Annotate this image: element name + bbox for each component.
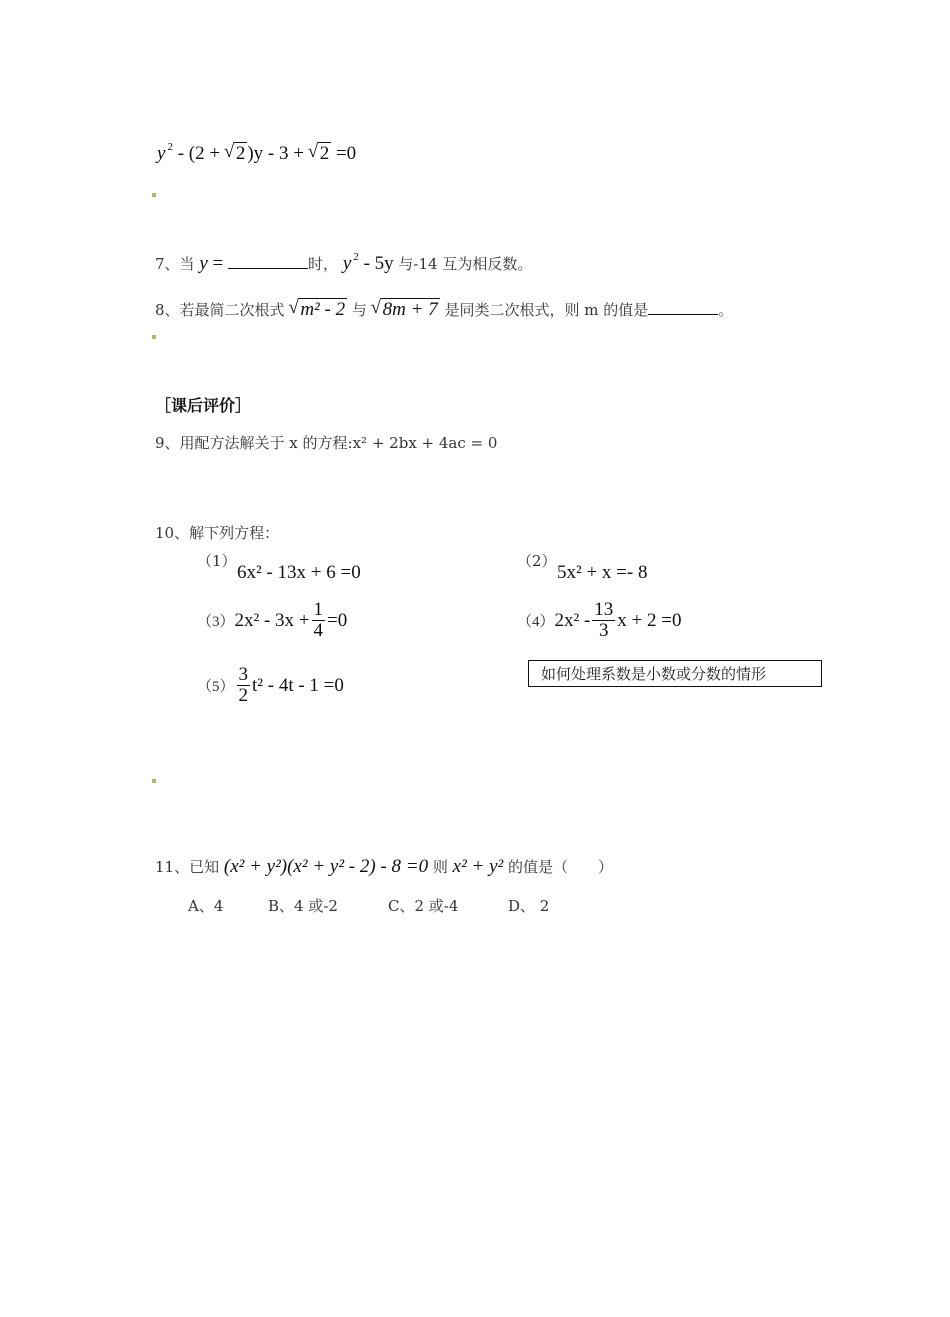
fraction <box>312 600 326 641</box>
numerator: 13 <box>594 599 614 620</box>
q10-label-2: （2） <box>517 552 557 570</box>
answer-blank[interactable] <box>648 298 718 315</box>
q11-suffix: 的值是（ ） <box>508 858 614 876</box>
question-10-title: 10、解下列方程： <box>155 524 280 542</box>
expr-part: x + 2 =0 <box>617 609 682 631</box>
var-y: y <box>199 253 208 274</box>
item-label: （4） <box>517 614 555 630</box>
fraction <box>592 600 615 641</box>
var-y: y <box>157 143 166 164</box>
question-11 <box>155 856 613 878</box>
eq-part: )y - 3 + <box>247 143 304 164</box>
exponent: 2 <box>167 141 173 153</box>
eq-part: - (2 + <box>177 143 221 164</box>
radicand: 8m + 7 <box>382 299 438 320</box>
q8-mid: 与 <box>351 301 367 319</box>
q11-expression: (x² + y²)(x² + y² - 2) - 8 =0 <box>223 856 429 877</box>
expr-part: =0 <box>327 609 348 631</box>
q10-expr-1: 6x² - 13x + 6 =0 <box>237 562 361 583</box>
question-9: 9、用配方法解关于 x 的方程:x² + 2bx + 4ac = 0 <box>155 434 498 452</box>
radicand: 2 <box>319 143 330 164</box>
exponent: 2 <box>353 251 359 263</box>
expression: - 5y <box>363 253 394 274</box>
hint-box: 如何处理系数是小数或分数的情形 <box>528 660 822 687</box>
question-7 <box>155 252 532 275</box>
q7-prefix: 7、当 <box>155 255 195 273</box>
answer-blank[interactable] <box>228 252 308 269</box>
edit-marker <box>152 335 156 339</box>
section-heading: ［课后评价］ <box>155 396 252 415</box>
denominator: 3 <box>599 620 609 641</box>
item-label: （3） <box>197 614 235 630</box>
numerator: 3 <box>238 664 249 685</box>
q11-mid: 则 <box>432 858 448 876</box>
q8-end: 。 <box>718 301 734 319</box>
sqrt-symbol <box>225 143 248 165</box>
var-y: y <box>342 253 352 274</box>
denominator: 4 <box>313 620 324 641</box>
q11-option-a[interactable]: A、4 <box>188 897 224 915</box>
question-8 <box>155 298 733 321</box>
q10-label-1: （1） <box>197 552 237 570</box>
radicand: m² - 2 <box>300 299 346 320</box>
fraction <box>237 665 251 706</box>
q11-option-b[interactable]: B、4 或-2 <box>268 897 338 915</box>
edit-marker <box>152 193 156 197</box>
q8-prefix: 8、若最简二次根式 <box>155 301 285 319</box>
q7-mid: 时， <box>308 255 339 273</box>
sqrt-symbol <box>372 299 440 321</box>
q10-item-5 <box>197 665 344 706</box>
q7-suffix: 与-14 互为相反数。 <box>398 255 533 273</box>
q11-expression-2: x² + y² <box>452 856 504 877</box>
q10-item-4 <box>517 600 681 641</box>
expr-part: 2x² - 3x + <box>234 609 310 631</box>
equation-q6 <box>157 143 356 165</box>
item-label: （5） <box>197 679 235 695</box>
q11-option-d[interactable]: D、 2 <box>508 897 550 915</box>
denominator: 2 <box>238 685 249 706</box>
q10-expr-2: 5x² + x =- 8 <box>557 562 648 583</box>
q11-prefix: 11、已知 <box>155 858 220 876</box>
expr-part: t² - 4t - 1 =0 <box>252 674 344 696</box>
sqrt-symbol <box>289 299 347 321</box>
q11-option-c[interactable]: C、2 或-4 <box>388 897 459 915</box>
edit-marker <box>152 779 156 783</box>
expr-part: 2x² - <box>554 609 591 631</box>
sqrt-symbol <box>309 143 332 165</box>
equals-sign: = <box>212 253 224 274</box>
q10-item-3 <box>197 600 347 641</box>
q8-suffix: 是同类二次根式，则 m 的值是 <box>444 301 649 319</box>
radicand: 2 <box>235 143 246 164</box>
numerator: 1 <box>313 599 324 620</box>
eq-part: =0 <box>335 143 357 164</box>
